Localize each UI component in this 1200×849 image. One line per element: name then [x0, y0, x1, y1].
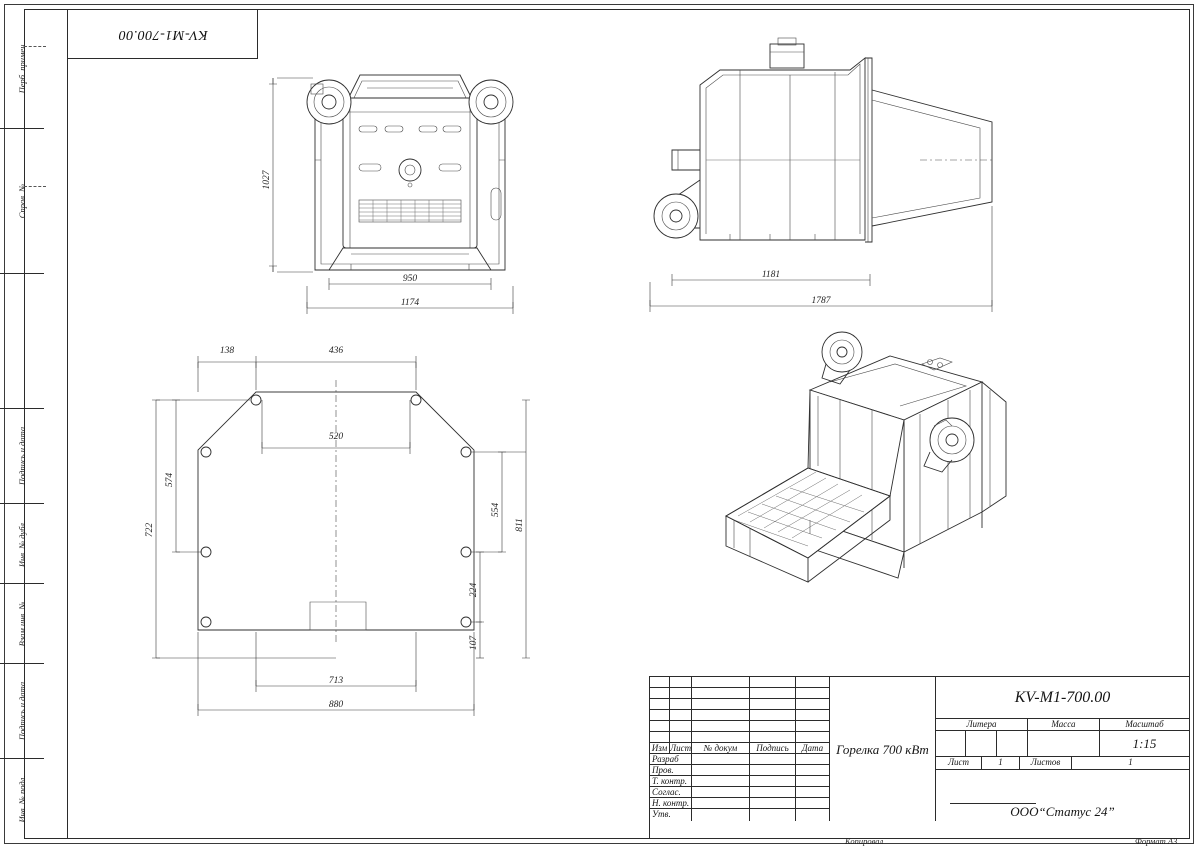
dim-plan-436: 436 [328, 346, 344, 356]
tb-company-name: ООО“Статус 24” [1010, 804, 1115, 819]
tb-header-list: Лист [670, 743, 692, 753]
tb-role-prov-date [796, 765, 830, 776]
tb-role-nkontr-sign [750, 798, 796, 809]
tb-company-rule [950, 803, 1036, 804]
tb-role-utv-name [692, 809, 750, 821]
left-cell-2 [0, 409, 44, 504]
tb-role-prov: Пров. [650, 765, 692, 776]
tb-grid-r5c3 [750, 732, 796, 743]
left-cell-4 [0, 584, 44, 664]
tb-grid-r0c3 [750, 677, 796, 688]
tb-header-litera: Литера [936, 719, 1028, 731]
isometric-view [690, 320, 1020, 620]
dim-front-950: 950 [402, 274, 418, 284]
tb-grid-r4c4 [796, 721, 830, 732]
tb-role-razrab-sign [750, 754, 796, 765]
tb-role-prov-name [692, 765, 750, 776]
tb-grid-r5c0 [650, 732, 670, 743]
tb-grid-r0c4 [796, 677, 830, 688]
dim-plan-811: 811 [515, 518, 525, 532]
tb-grid-r2c3 [750, 699, 796, 710]
tb-grid-r4c2 [692, 721, 750, 732]
top-left-code-text: KV-M1-700.00 [117, 26, 208, 42]
tb-header-sign: Подпись [750, 743, 796, 754]
tb-grid-r0c2 [692, 677, 750, 688]
tb-role-nkontr-date [796, 798, 830, 809]
dim-plan-722: 722 [145, 522, 155, 538]
tb-grid-r5c2 [692, 732, 750, 743]
left-cell-label-2: Подпись и дата [17, 426, 27, 486]
side-view [620, 30, 1020, 315]
tb-part-code-cell [936, 677, 1189, 719]
dim-front-1174: 1174 [400, 298, 420, 308]
margin-dash-1 [24, 46, 46, 47]
tb-litera-2 [966, 731, 997, 757]
front-view [255, 40, 565, 315]
tb-grid-r2c1 [670, 699, 692, 710]
left-cell-label-4: Взам инв. № [17, 601, 27, 646]
top-left-code-box [68, 9, 258, 59]
dim-side-1787: 1787 [811, 296, 831, 306]
tb-grid-r3c1 [670, 710, 692, 721]
left-cell-spacer [0, 274, 44, 409]
dim-side-1181: 1181 [761, 270, 781, 280]
tb-grid-r4c0 [650, 721, 670, 732]
left-cell-6 [0, 759, 44, 839]
tb-header-date: Дата [796, 743, 830, 754]
tb-role-nkontr: Н. контр. [650, 798, 692, 809]
dim-plan-520: 520 [328, 432, 344, 442]
tb-grid-r4c1 [670, 721, 692, 732]
left-cell-3 [0, 504, 44, 584]
left-cell-label-1: Справ. № [17, 183, 27, 219]
left-cell-5 [0, 664, 44, 759]
tb-litera-3 [997, 731, 1028, 757]
tb-role-utv-date [796, 809, 830, 821]
title-block [649, 676, 1190, 839]
dim-plan-138: 138 [219, 346, 235, 356]
tb-role-soglas-name [692, 787, 750, 798]
tb-grid-r1c0 [650, 688, 670, 699]
left-cell-label-3: Инв. № дубл. [17, 520, 27, 567]
tb-grid-r3c3 [750, 710, 796, 721]
tb-role-razrab-name [692, 754, 750, 765]
tb-role-razrab-date [796, 754, 830, 765]
tb-grid-r0c0 [650, 677, 670, 688]
tb-grid-r1c1 [670, 688, 692, 699]
dim-plan-554: 554 [491, 502, 501, 518]
tb-role-utv-sign [750, 809, 796, 821]
tb-grid-r2c0 [650, 699, 670, 710]
tb-role-tkontr-date [796, 776, 830, 787]
tb-header-list-single: Лист [936, 757, 982, 770]
tb-header-izm: Изм [650, 743, 670, 754]
tb-grid-r2c2 [692, 699, 750, 710]
left-cell-0 [0, 9, 44, 129]
left-cell-label-5: Подпись и дата [17, 681, 27, 741]
left-cell-label-0: Перб. примен [17, 44, 27, 93]
tb-grid-r3c2 [692, 710, 750, 721]
tb-role-prov-sign [750, 765, 796, 776]
tb-role-tkontr-sign [750, 776, 796, 787]
tb-masshtab-value-cell [1100, 731, 1189, 757]
dim-plan-107: 107 [469, 635, 479, 651]
tb-grid-r2c4 [796, 699, 830, 710]
dim-plan-574: 574 [165, 472, 175, 488]
tb-part-code: KV-M1-700.00 [1014, 689, 1111, 706]
tb-grid-r1c4 [796, 688, 830, 699]
tb-header-masshtab: Масштаб [1100, 719, 1189, 731]
tb-role-soglas-date [796, 787, 830, 798]
tb-header-listov: Листов [1020, 757, 1072, 770]
tb-header-massa: Масса [1028, 719, 1100, 731]
tb-grid-r5c4 [796, 732, 830, 743]
tb-role-utv: Утв. [650, 809, 692, 821]
dim-plan-880: 880 [328, 700, 344, 710]
tb-grid-r0c1 [670, 677, 692, 688]
dim-plan-224: 224 [469, 582, 479, 598]
tb-grid-r5c1 [670, 732, 692, 743]
tb-grid-r1c2 [692, 688, 750, 699]
tb-part-name-cell [830, 677, 936, 821]
tb-litera-1 [936, 731, 966, 757]
tb-role-nkontr-name [692, 798, 750, 809]
tb-listov-no: 1 [1072, 757, 1189, 770]
tb-role-razrab: Разраб [650, 754, 692, 765]
tb-role-soglas-sign [750, 787, 796, 798]
left-cell-1 [0, 129, 44, 274]
margin-dash-2 [24, 186, 46, 187]
tb-massa-value [1028, 731, 1100, 757]
tb-list-no: 1 [982, 757, 1020, 770]
format-note: Формат А3 [1135, 836, 1178, 846]
tb-part-name: Горелка 700 кВт [836, 741, 929, 757]
dim-front-1027: 1027 [262, 170, 272, 190]
tb-role-tkontr: Т. контр. [650, 776, 692, 787]
tb-role-tkontr-name [692, 776, 750, 787]
tb-role-soglas: Соглас. [650, 787, 692, 798]
tb-header-doc: № докум [692, 743, 750, 754]
tb-grid-r4c3 [750, 721, 796, 732]
tb-company-cell [936, 770, 1189, 821]
left-cell-label-6: Инв. № подл. [17, 775, 27, 823]
dim-plan-713: 713 [328, 676, 344, 686]
tb-grid-r3c4 [796, 710, 830, 721]
tb-masshtab-value: 1:15 [1132, 736, 1157, 751]
tb-grid-r3c0 [650, 710, 670, 721]
copied-note: Копировал [845, 836, 884, 846]
tb-grid-r1c3 [750, 688, 796, 699]
plan-view [130, 340, 550, 730]
